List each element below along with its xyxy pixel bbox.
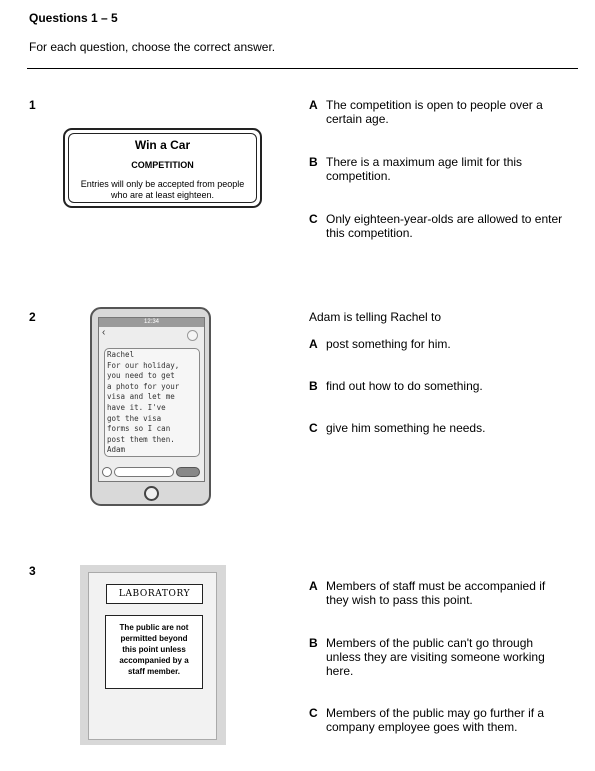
message-line: a photo for your — [107, 381, 180, 391]
laboratory-sign-photo — [80, 565, 226, 745]
question-number-3: 3 — [29, 564, 36, 578]
q2-stem: Adam is telling Rachel to — [309, 310, 442, 324]
home-button-icon — [144, 486, 159, 501]
option-letter: B — [309, 636, 318, 650]
message-line: Adam — [107, 445, 126, 455]
question-number-1: 1 — [29, 98, 36, 112]
message-line: you need to get — [107, 371, 175, 381]
option-text: Members of the public can't go through unless they are visiting someone working here. — [326, 636, 545, 678]
q2-option-b[interactable] — [309, 379, 564, 393]
notice-title: Win a Car — [134, 138, 191, 152]
option-text: post something for him. — [326, 337, 451, 351]
send-icon — [176, 467, 200, 477]
sign-line: permitted beyond — [120, 634, 188, 643]
notice-line: who are at least eighteen. — [110, 190, 215, 200]
q1-option-a[interactable] — [309, 98, 564, 126]
notice-body — [69, 179, 256, 201]
message-line: forms so I can — [107, 424, 171, 434]
sign-panel — [88, 572, 217, 740]
notice-inner-border — [68, 133, 257, 203]
competition-notice — [63, 128, 262, 208]
sign-body — [105, 615, 203, 689]
option-text: The competition is open to people over a certain age. — [326, 98, 543, 126]
option-letter: A — [309, 579, 318, 593]
option-letter: C — [309, 212, 318, 226]
notice-subtitle: COMPETITION — [131, 160, 194, 170]
q1-option-b[interactable] — [309, 155, 564, 183]
message-line: post them then. — [107, 434, 175, 444]
divider — [27, 68, 578, 69]
q2-option-c[interactable] — [309, 421, 564, 435]
option-text: Members of staff must be accompanied if they wish to pass this point. — [326, 579, 546, 607]
sign-line: this point unless — [122, 645, 186, 654]
option-letter: A — [309, 98, 318, 112]
instructions: For each question, choose the correct answer. — [29, 40, 276, 54]
sign-line: staff member. — [127, 667, 181, 676]
option-letter: A — [309, 337, 318, 351]
attach-icon — [102, 467, 112, 477]
question-number-2: 2 — [29, 310, 36, 324]
q1-option-c[interactable] — [309, 212, 564, 240]
message-line: Rachel — [107, 350, 135, 359]
option-text: There is a maximum age limit for this competition. — [326, 155, 523, 183]
q2-option-a[interactable] — [309, 337, 564, 351]
message-line: got the visa — [107, 413, 162, 423]
option-text: give him something he needs. — [326, 421, 486, 435]
option-letter: C — [309, 706, 318, 720]
q3-option-c[interactable] — [309, 706, 564, 734]
q3-option-b[interactable] — [309, 636, 564, 678]
page-title: Questions 1 – 5 — [29, 11, 118, 25]
option-text: Members of the public may go further if a company employee goes with them. — [326, 706, 545, 734]
message-line: visa and let me — [107, 392, 175, 402]
option-letter: B — [309, 379, 318, 393]
option-letter: B — [309, 155, 318, 169]
message-line: have it. I've — [107, 402, 166, 412]
notice-line: Entries will only be accepted from people — [80, 179, 245, 189]
sign-line: accompanied by a — [119, 656, 189, 665]
text-message-bubble — [104, 348, 200, 457]
back-chevron-icon: ‹ — [102, 327, 106, 338]
phone-illustration — [90, 307, 211, 506]
camera-icon — [187, 330, 198, 341]
message-line: For our holiday, — [107, 360, 180, 370]
phone-screen — [98, 317, 205, 482]
phone-status-bar: 12:34 — [99, 318, 204, 327]
phone-message-input — [114, 467, 174, 477]
sign-line: The public are not — [119, 623, 189, 632]
option-letter: C — [309, 421, 318, 435]
sign-heading: LABORATORY — [106, 584, 203, 604]
phone-compose-bar — [102, 466, 201, 478]
option-text: Only eighteen-year-olds are allowed to enter this competition. — [326, 212, 563, 240]
option-text: find out how to do something. — [326, 379, 483, 393]
q3-option-a[interactable] — [309, 579, 564, 607]
